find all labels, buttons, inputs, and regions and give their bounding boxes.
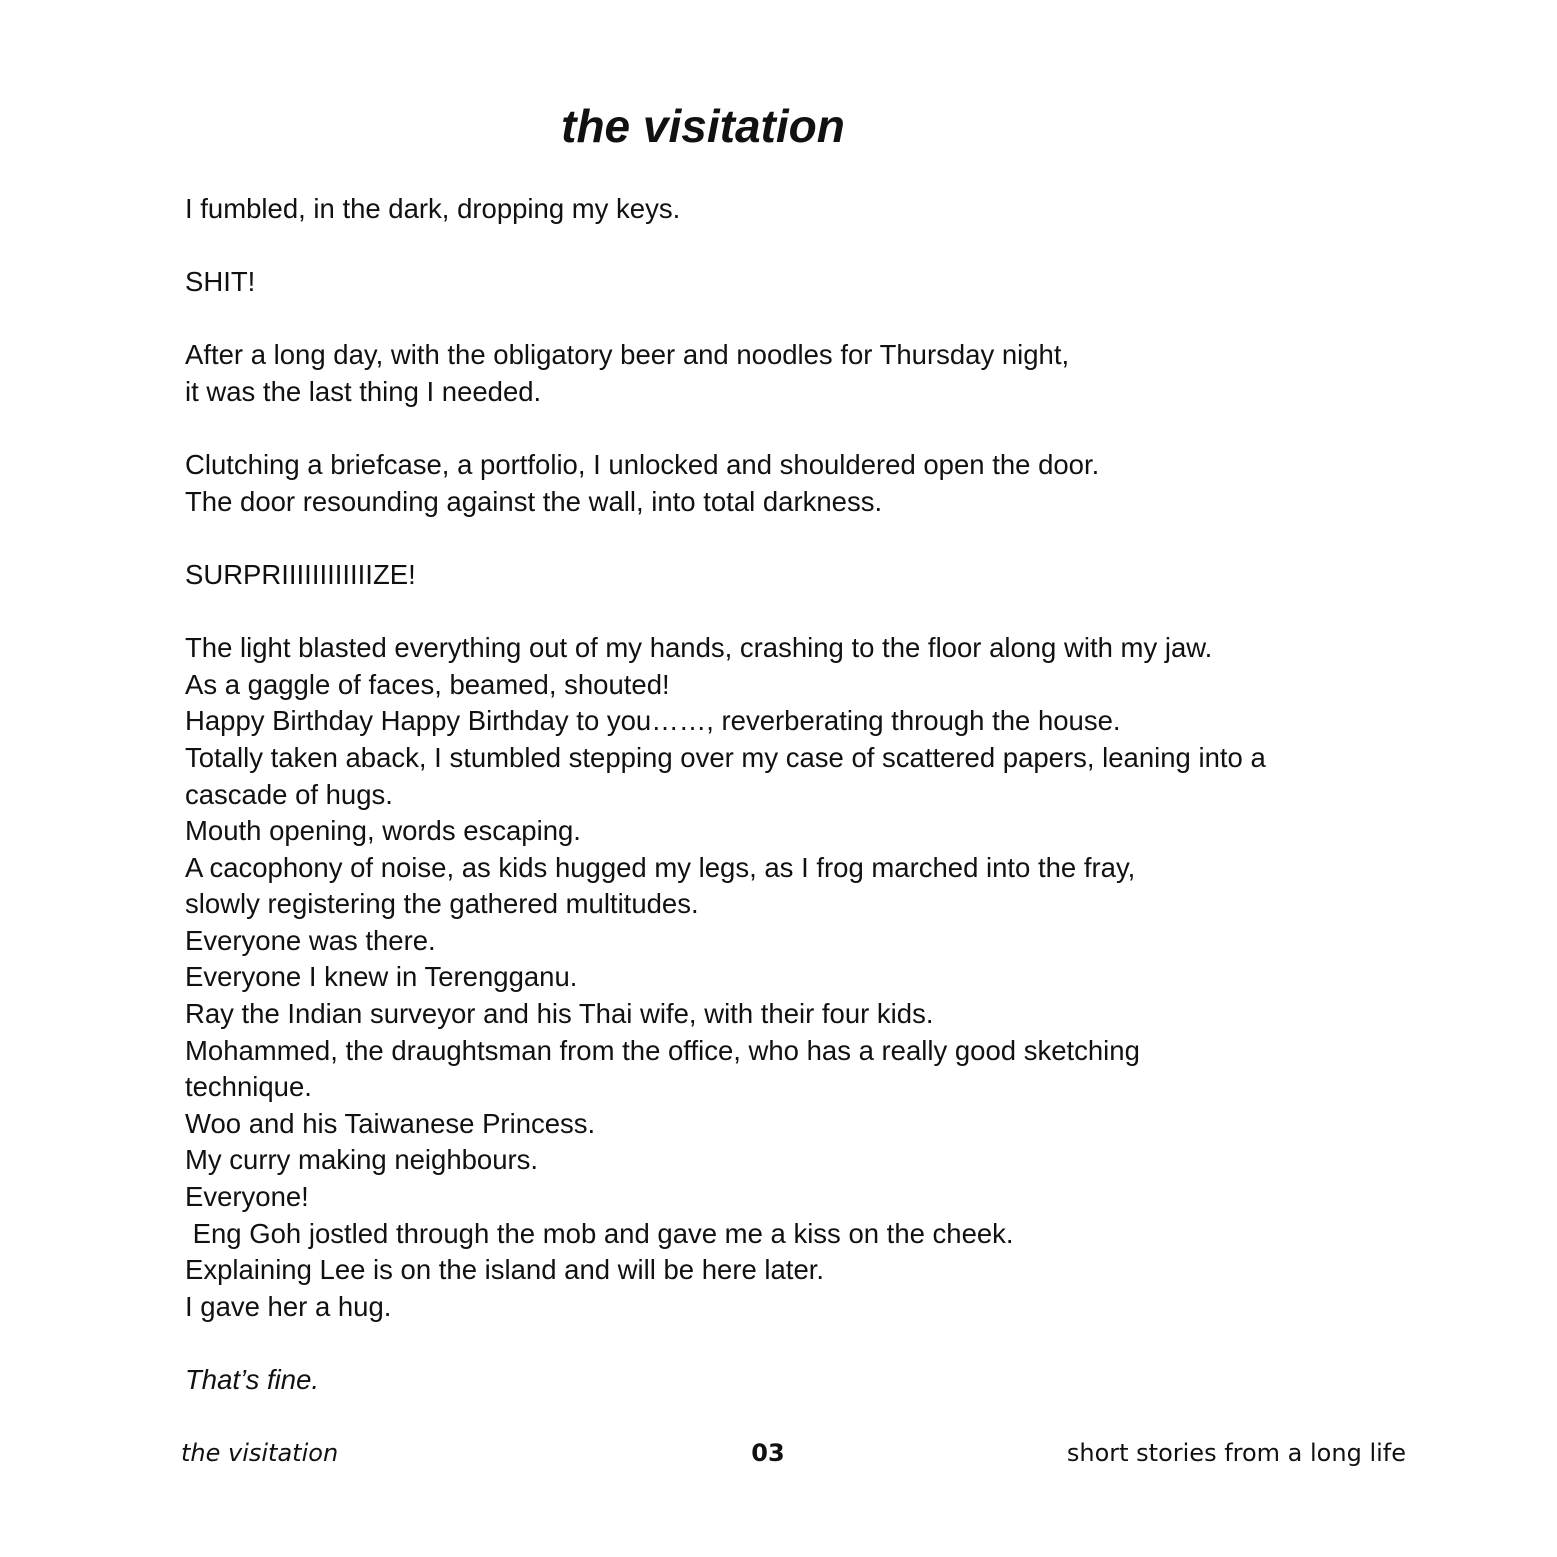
story-line: Happy Birthday Happy Birthday to you……, reverberating through the house. bbox=[185, 705, 1121, 737]
story-line: technique. bbox=[185, 1071, 312, 1103]
story-line: Everyone was there. bbox=[185, 924, 436, 956]
paragraph-gap bbox=[185, 228, 1405, 265]
paragraph-gap bbox=[185, 301, 1405, 338]
story-line: it was the last thing I needed. bbox=[185, 375, 542, 407]
story-line: Mouth opening, words escaping. bbox=[185, 815, 581, 847]
story-line: My curry making neighbours. bbox=[185, 1144, 539, 1176]
story-line: I fumbled, in the dark, dropping my keys. bbox=[185, 193, 681, 224]
story-line: SURPRIIIIIIIIIIIIZE! bbox=[185, 558, 416, 590]
footer-book-title: short stories from a long life bbox=[1066, 1439, 1406, 1467]
story-line: Clutching a briefcase, a portfolio, I unlocked and shouldered open the door. bbox=[185, 449, 1100, 481]
paragraph-gap bbox=[185, 520, 1405, 557]
story-body bbox=[185, 191, 1405, 1399]
closing-line: That’s fine. bbox=[185, 1364, 320, 1395]
story-line: The door resounding against the wall, into total darkness. bbox=[185, 485, 883, 517]
paragraph-gap bbox=[185, 594, 1405, 631]
story-line: Everyone! bbox=[185, 1181, 309, 1213]
story-line: Totally taken aback, I stumbled stepping over my case of scattered papers, leaning into a bbox=[185, 741, 1266, 773]
footer-story-title: the visitation bbox=[181, 1439, 339, 1467]
story-line: Everyone I knew in Terengganu. bbox=[185, 961, 578, 993]
story-line: A cacophony of noise, as kids hugged my legs, as I frog marched into the fray, bbox=[185, 851, 1136, 883]
story-line: Ray the Indian surveyor and his Thai wife, with their four kids. bbox=[185, 998, 934, 1030]
story-line: Mohammed, the draughtsman from the office, who has a really good sketching bbox=[185, 1034, 1140, 1066]
story-line: Woo and his Taiwanese Princess. bbox=[185, 1107, 596, 1139]
story-line: I gave her a hug. bbox=[185, 1290, 392, 1322]
story-line: Explaining Lee is on the island and will be here later. bbox=[185, 1254, 825, 1286]
story-line: cascade of hugs. bbox=[185, 778, 393, 810]
story-line: After a long day, with the obligatory beer and noodles for Thursday night, bbox=[185, 339, 1070, 371]
story-line: As a gaggle of faces, beamed, shouted! bbox=[185, 668, 670, 700]
paragraph-gap bbox=[185, 411, 1405, 448]
story-title: the visitation bbox=[561, 100, 845, 152]
story-line: slowly registering the gathered multitudes. bbox=[185, 888, 699, 920]
story-line: Eng Goh jostled through the mob and gave me a kiss on the cheek. bbox=[185, 1217, 1014, 1249]
paragraph-gap bbox=[185, 1325, 1405, 1362]
story-line: The light blasted everything out of my hands, crashing to the floor along with my jaw. bbox=[185, 632, 1213, 664]
page-number: 03 bbox=[751, 1439, 785, 1467]
story-line: SHIT! bbox=[185, 266, 256, 298]
